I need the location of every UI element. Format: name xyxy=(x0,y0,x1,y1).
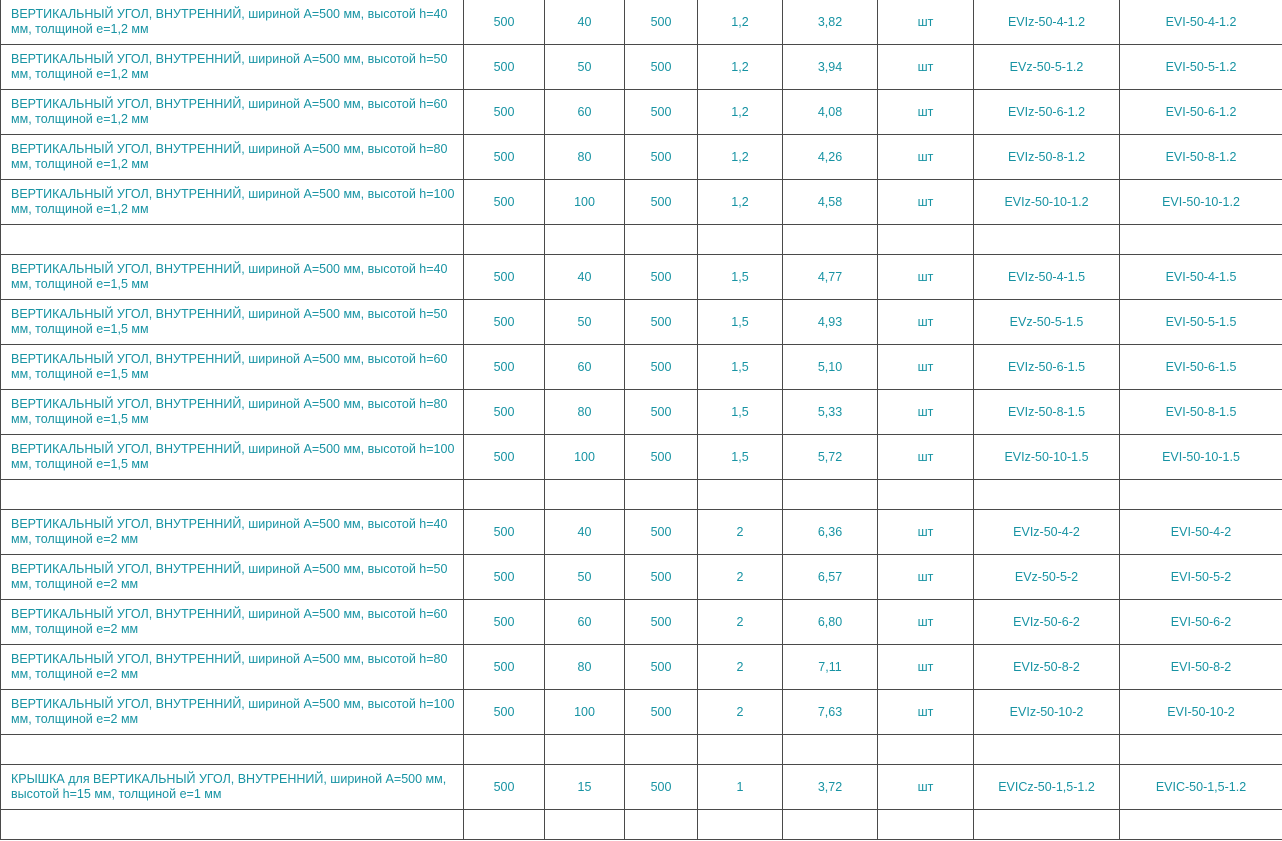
empty-cell xyxy=(878,480,974,510)
row-description: ВЕРТИКАЛЬНЫЙ УГОЛ, ВНУТРЕННИЙ, шириной А=500 мм, высотой h=100 мм, толщиной е=2 мм xyxy=(1,690,464,735)
row-height-h: 60 xyxy=(545,90,625,135)
spacer-row xyxy=(1,735,1282,765)
row-thickness: 1,5 xyxy=(698,300,783,345)
row-description: КРЫШКА для ВЕРТИКАЛЬНЫЙ УГОЛ, ВНУТРЕННИЙ, шириной А=500 мм, высотой h=15 мм, толщиной е=1 мм xyxy=(1,765,464,810)
row-unit: шт xyxy=(878,765,974,810)
row-code: EVI-50-4-1.2 xyxy=(1120,0,1282,45)
row-width-a: 500 xyxy=(464,765,545,810)
row-unit: шт xyxy=(878,255,974,300)
row-description: ВЕРТИКАЛЬНЫЙ УГОЛ, ВНУТРЕННИЙ, шириной А=500 мм, высотой h=60 мм, толщиной е=2 мм xyxy=(1,600,464,645)
table-row xyxy=(1,0,1282,45)
row-thickness: 2 xyxy=(698,645,783,690)
row-unit: шт xyxy=(878,300,974,345)
row-thickness: 1,2 xyxy=(698,90,783,135)
row-length: 500 xyxy=(625,345,698,390)
row-code: EVI-50-8-2 xyxy=(1120,645,1282,690)
empty-cell xyxy=(974,810,1120,840)
row-unit: шт xyxy=(878,690,974,735)
row-width-a: 500 xyxy=(464,555,545,600)
row-width-a: 500 xyxy=(464,45,545,90)
row-width-a: 500 xyxy=(464,510,545,555)
table-row xyxy=(1,690,1282,735)
row-height-h: 100 xyxy=(545,690,625,735)
row-description: ВЕРТИКАЛЬНЫЙ УГОЛ, ВНУТРЕННИЙ, шириной А=500 мм, высотой h=40 мм, толщиной е=1,5 мм xyxy=(1,255,464,300)
empty-cell xyxy=(1,480,464,510)
row-code-z: EVIz-50-10-2 xyxy=(974,690,1120,735)
table-row xyxy=(1,555,1282,600)
row-weight: 6,80 xyxy=(783,600,878,645)
row-code-z: EVIz-50-8-2 xyxy=(974,645,1120,690)
row-thickness: 2 xyxy=(698,600,783,645)
row-thickness: 1 xyxy=(698,765,783,810)
row-code: EVI-50-10-1.2 xyxy=(1120,180,1282,225)
row-weight: 5,33 xyxy=(783,390,878,435)
spacer-row xyxy=(1,225,1282,255)
empty-cell xyxy=(1120,480,1282,510)
row-weight: 5,10 xyxy=(783,345,878,390)
row-width-a: 500 xyxy=(464,600,545,645)
row-code: EVI-50-6-2 xyxy=(1120,600,1282,645)
row-description: ВЕРТИКАЛЬНЫЙ УГОЛ, ВНУТРЕННИЙ, шириной А=500 мм, высотой h=50 мм, толщиной е=2 мм xyxy=(1,555,464,600)
table-row xyxy=(1,765,1282,810)
row-length: 500 xyxy=(625,600,698,645)
row-width-a: 500 xyxy=(464,0,545,45)
empty-cell xyxy=(545,480,625,510)
row-code-z: EVICz-50-1,5-1.2 xyxy=(974,765,1120,810)
row-width-a: 500 xyxy=(464,135,545,180)
row-thickness: 1,2 xyxy=(698,0,783,45)
row-height-h: 50 xyxy=(545,45,625,90)
row-unit: шт xyxy=(878,90,974,135)
row-unit: шт xyxy=(878,390,974,435)
row-height-h: 15 xyxy=(545,765,625,810)
empty-cell xyxy=(783,735,878,765)
row-length: 500 xyxy=(625,390,698,435)
row-length: 500 xyxy=(625,255,698,300)
row-description: ВЕРТИКАЛЬНЫЙ УГОЛ, ВНУТРЕННИЙ, шириной А=500 мм, высотой h=50 мм, толщиной е=1,5 мм xyxy=(1,300,464,345)
row-length: 500 xyxy=(625,180,698,225)
table-row xyxy=(1,390,1282,435)
row-thickness: 2 xyxy=(698,510,783,555)
row-code-z: EVz-50-5-1.5 xyxy=(974,300,1120,345)
row-width-a: 500 xyxy=(464,690,545,735)
row-thickness: 1,2 xyxy=(698,135,783,180)
row-length: 500 xyxy=(625,690,698,735)
row-unit: шт xyxy=(878,0,974,45)
table-row xyxy=(1,255,1282,300)
row-thickness: 1,2 xyxy=(698,45,783,90)
row-code-z: EVIz-50-8-1.5 xyxy=(974,390,1120,435)
row-unit: шт xyxy=(878,435,974,480)
row-width-a: 500 xyxy=(464,90,545,135)
row-code-z: EVIz-50-6-2 xyxy=(974,600,1120,645)
empty-cell xyxy=(625,810,698,840)
empty-cell xyxy=(545,225,625,255)
spacer-row xyxy=(1,810,1282,840)
row-code-z: EVz-50-5-1.2 xyxy=(974,45,1120,90)
row-thickness: 1,5 xyxy=(698,255,783,300)
row-height-h: 100 xyxy=(545,180,625,225)
empty-cell xyxy=(1120,810,1282,840)
row-weight: 4,77 xyxy=(783,255,878,300)
row-unit: шт xyxy=(878,645,974,690)
row-code-z: EVIz-50-4-1.2 xyxy=(974,0,1120,45)
row-unit: шт xyxy=(878,345,974,390)
row-weight: 3,82 xyxy=(783,0,878,45)
row-code-z: EVIz-50-6-1.2 xyxy=(974,90,1120,135)
row-code-z: EVIz-50-10-1.5 xyxy=(974,435,1120,480)
empty-cell xyxy=(1,735,464,765)
row-thickness: 1,2 xyxy=(698,180,783,225)
row-code: EVI-50-6-1.2 xyxy=(1120,90,1282,135)
row-thickness: 1,5 xyxy=(698,345,783,390)
empty-cell xyxy=(783,480,878,510)
row-description: ВЕРТИКАЛЬНЫЙ УГОЛ, ВНУТРЕННИЙ, шириной А=500 мм, высотой h=60 мм, толщиной е=1,2 мм xyxy=(1,90,464,135)
empty-cell xyxy=(625,480,698,510)
empty-cell xyxy=(1,810,464,840)
row-width-a: 500 xyxy=(464,300,545,345)
row-code: EVI-50-8-1.2 xyxy=(1120,135,1282,180)
row-code-z: EVIz-50-10-1.2 xyxy=(974,180,1120,225)
row-code: EVI-50-5-2 xyxy=(1120,555,1282,600)
row-description: ВЕРТИКАЛЬНЫЙ УГОЛ, ВНУТРЕННИЙ, шириной А=500 мм, высотой h=40 мм, толщиной е=2 мм xyxy=(1,510,464,555)
row-description: ВЕРТИКАЛЬНЫЙ УГОЛ, ВНУТРЕННИЙ, шириной А=500 мм, высотой h=80 мм, толщиной е=2 мм xyxy=(1,645,464,690)
empty-cell xyxy=(625,225,698,255)
row-weight: 5,72 xyxy=(783,435,878,480)
row-length: 500 xyxy=(625,510,698,555)
row-code-z: EVIz-50-4-1.5 xyxy=(974,255,1120,300)
row-description: ВЕРТИКАЛЬНЫЙ УГОЛ, ВНУТРЕННИЙ, шириной А=500 мм, высотой h=50 мм, толщиной е=1,2 мм xyxy=(1,45,464,90)
spacer-row xyxy=(1,480,1282,510)
empty-cell xyxy=(625,735,698,765)
row-code-z: EVIz-50-4-2 xyxy=(974,510,1120,555)
row-weight: 4,93 xyxy=(783,300,878,345)
table-row xyxy=(1,435,1282,480)
row-height-h: 60 xyxy=(545,345,625,390)
row-height-h: 40 xyxy=(545,255,625,300)
row-thickness: 2 xyxy=(698,690,783,735)
row-length: 500 xyxy=(625,45,698,90)
row-description: ВЕРТИКАЛЬНЫЙ УГОЛ, ВНУТРЕННИЙ, шириной А=500 мм, высотой h=60 мм, толщиной е=1,5 мм xyxy=(1,345,464,390)
table-row xyxy=(1,45,1282,90)
row-width-a: 500 xyxy=(464,255,545,300)
row-weight: 7,11 xyxy=(783,645,878,690)
row-description: ВЕРТИКАЛЬНЫЙ УГОЛ, ВНУТРЕННИЙ, шириной А=500 мм, высотой h=100 мм, толщиной е=1,2 мм xyxy=(1,180,464,225)
row-length: 500 xyxy=(625,300,698,345)
row-length: 500 xyxy=(625,765,698,810)
empty-cell xyxy=(464,480,545,510)
row-weight: 4,58 xyxy=(783,180,878,225)
row-thickness: 1,5 xyxy=(698,435,783,480)
row-weight: 4,26 xyxy=(783,135,878,180)
empty-cell xyxy=(698,225,783,255)
row-code: EVI-50-5-1.5 xyxy=(1120,300,1282,345)
empty-cell xyxy=(974,735,1120,765)
row-weight: 7,63 xyxy=(783,690,878,735)
row-height-h: 40 xyxy=(545,510,625,555)
row-unit: шт xyxy=(878,45,974,90)
empty-cell xyxy=(878,810,974,840)
empty-cell xyxy=(783,225,878,255)
empty-cell xyxy=(464,735,545,765)
row-height-h: 60 xyxy=(545,600,625,645)
row-height-h: 80 xyxy=(545,135,625,180)
row-thickness: 1,5 xyxy=(698,390,783,435)
table-row xyxy=(1,600,1282,645)
row-unit: шт xyxy=(878,555,974,600)
row-weight: 4,08 xyxy=(783,90,878,135)
row-length: 500 xyxy=(625,435,698,480)
empty-cell xyxy=(464,810,545,840)
row-description: ВЕРТИКАЛЬНЫЙ УГОЛ, ВНУТРЕННИЙ, шириной А=500 мм, высотой h=80 мм, толщиной е=1,2 мм xyxy=(1,135,464,180)
row-length: 500 xyxy=(625,645,698,690)
table-row xyxy=(1,345,1282,390)
empty-cell xyxy=(698,810,783,840)
row-unit: шт xyxy=(878,510,974,555)
row-height-h: 50 xyxy=(545,555,625,600)
empty-cell xyxy=(545,810,625,840)
row-weight: 3,72 xyxy=(783,765,878,810)
row-width-a: 500 xyxy=(464,345,545,390)
row-code-z: EVIz-50-6-1.5 xyxy=(974,345,1120,390)
row-length: 500 xyxy=(625,90,698,135)
row-width-a: 500 xyxy=(464,180,545,225)
empty-cell xyxy=(698,735,783,765)
row-description: ВЕРТИКАЛЬНЫЙ УГОЛ, ВНУТРЕННИЙ, шириной А=500 мм, высотой h=100 мм, толщиной е=1,5 мм xyxy=(1,435,464,480)
row-description: ВЕРТИКАЛЬНЫЙ УГОЛ, ВНУТРЕННИЙ, шириной А=500 мм, высотой h=40 мм, толщиной е=1,2 мм xyxy=(1,0,464,45)
empty-cell xyxy=(1,225,464,255)
row-thickness: 2 xyxy=(698,555,783,600)
row-code-z: EVIz-50-8-1.2 xyxy=(974,135,1120,180)
row-weight: 3,94 xyxy=(783,45,878,90)
empty-cell xyxy=(878,735,974,765)
row-code: EVI-50-8-1.5 xyxy=(1120,390,1282,435)
row-code: EVI-50-6-1.5 xyxy=(1120,345,1282,390)
table-row xyxy=(1,510,1282,555)
row-code: EVI-50-5-1.2 xyxy=(1120,45,1282,90)
row-height-h: 80 xyxy=(545,390,625,435)
empty-cell xyxy=(1120,735,1282,765)
row-code-z: EVz-50-5-2 xyxy=(974,555,1120,600)
empty-cell xyxy=(878,225,974,255)
empty-cell xyxy=(464,225,545,255)
table-row xyxy=(1,135,1282,180)
empty-cell xyxy=(783,810,878,840)
table-row xyxy=(1,90,1282,135)
empty-cell xyxy=(1120,225,1282,255)
table-row xyxy=(1,645,1282,690)
row-unit: шт xyxy=(878,135,974,180)
row-weight: 6,36 xyxy=(783,510,878,555)
row-code: EVI-50-10-2 xyxy=(1120,690,1282,735)
row-height-h: 80 xyxy=(545,645,625,690)
table-row xyxy=(1,300,1282,345)
row-length: 500 xyxy=(625,0,698,45)
row-width-a: 500 xyxy=(464,435,545,480)
row-code: EVIC-50-1,5-1.2 xyxy=(1120,765,1282,810)
empty-cell xyxy=(974,225,1120,255)
row-code: EVI-50-10-1.5 xyxy=(1120,435,1282,480)
row-height-h: 40 xyxy=(545,0,625,45)
row-height-h: 100 xyxy=(545,435,625,480)
row-weight: 6,57 xyxy=(783,555,878,600)
row-height-h: 50 xyxy=(545,300,625,345)
row-unit: шт xyxy=(878,180,974,225)
row-code: EVI-50-4-2 xyxy=(1120,510,1282,555)
row-length: 500 xyxy=(625,135,698,180)
row-width-a: 500 xyxy=(464,390,545,435)
row-description: ВЕРТИКАЛЬНЫЙ УГОЛ, ВНУТРЕННИЙ, шириной А=500 мм, высотой h=80 мм, толщиной е=1,5 мм xyxy=(1,390,464,435)
row-length: 500 xyxy=(625,555,698,600)
empty-cell xyxy=(974,480,1120,510)
empty-cell xyxy=(698,480,783,510)
row-code: EVI-50-4-1.5 xyxy=(1120,255,1282,300)
empty-cell xyxy=(545,735,625,765)
row-width-a: 500 xyxy=(464,645,545,690)
table-row xyxy=(1,180,1282,225)
row-unit: шт xyxy=(878,600,974,645)
